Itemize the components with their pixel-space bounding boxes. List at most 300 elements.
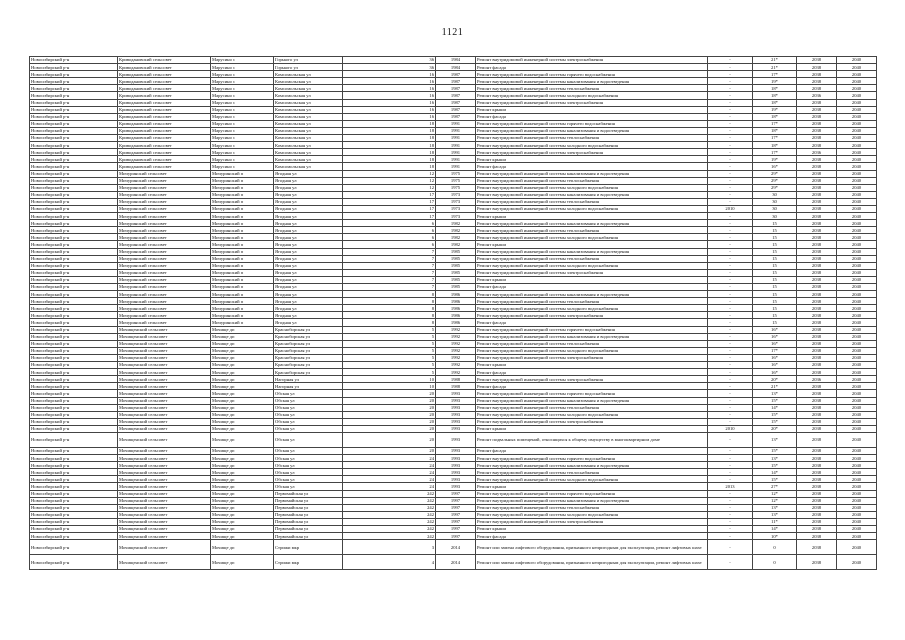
cell-street: Красноборская ул xyxy=(274,369,343,376)
table-row xyxy=(30,284,877,291)
cell-year-from: 2038 xyxy=(797,241,837,248)
cell-area: 17* xyxy=(753,347,797,354)
cell-year: 1982 xyxy=(436,220,476,227)
cell-settlement: Марусино с xyxy=(211,120,274,127)
cell-work-type: Ремонт внутридомовой инженерной системы теплоснабжения xyxy=(476,404,708,411)
cell-settlement: Мочище дп xyxy=(211,455,274,462)
cell-cost: - xyxy=(708,518,753,525)
cell-house: 18 xyxy=(343,156,436,163)
cell-settlement: Мичуринский п xyxy=(211,269,274,276)
cell-area: 29* xyxy=(753,177,797,184)
cell-street: Обская ул xyxy=(274,483,343,490)
cell-house: 6 xyxy=(343,241,436,248)
cell-council: Криводановский сельсовет xyxy=(118,71,211,78)
cell-area: 20* xyxy=(753,425,797,432)
cell-year: 1992 xyxy=(436,362,476,369)
cell-house: 16 xyxy=(343,106,436,113)
cell-year-to: 2040 xyxy=(837,284,877,291)
table-row xyxy=(30,383,877,390)
cell-cost: - xyxy=(708,269,753,276)
cell-settlement: Мичуринский п xyxy=(211,248,274,255)
cell-street: Нагорная ул xyxy=(274,383,343,390)
table-row xyxy=(30,170,877,177)
cell-district: Новосибирский р-н xyxy=(30,319,118,326)
cell-council: Мочищенский сельсовет xyxy=(118,497,211,504)
cell-work-type: Ремонт фасада xyxy=(476,533,708,540)
cell-year-from: 2038 xyxy=(797,156,837,163)
cell-area: 15 xyxy=(753,241,797,248)
cell-work-type: Ремонт крыши xyxy=(476,483,708,490)
cell-cost: - xyxy=(708,347,753,354)
table-row xyxy=(30,540,877,555)
table-row xyxy=(30,319,877,326)
cell-district: Новосибирский р-н xyxy=(30,156,118,163)
cell-cost: 2010 xyxy=(708,205,753,212)
table-row xyxy=(30,483,877,490)
cell-year-to: 2040 xyxy=(837,248,877,255)
cell-street: Красноборская ул xyxy=(274,333,343,340)
cell-year-to: 2040 xyxy=(837,64,877,71)
cell-year-to: 2040 xyxy=(837,333,877,340)
cell-street: Стрижи мкр xyxy=(274,555,343,570)
cell-year: 1991 xyxy=(436,156,476,163)
cell-street: Обская ул xyxy=(274,476,343,483)
cell-area: 12* xyxy=(753,490,797,497)
cell-year: 1982 xyxy=(436,241,476,248)
cell-year-from: 2038 xyxy=(797,120,837,127)
cell-council: Мочищенский сельсовет xyxy=(118,526,211,533)
cell-council: Мочищенский сельсовет xyxy=(118,383,211,390)
cell-house: 17 xyxy=(343,198,436,205)
cell-council: Криводановский сельсовет xyxy=(118,120,211,127)
cell-settlement: Марусино с xyxy=(211,64,274,71)
cell-cost: - xyxy=(708,504,753,511)
table-row xyxy=(30,255,877,262)
cell-work-type: Ремонт внутридомовой инженерной системы канализования и водоотведения xyxy=(476,220,708,227)
cell-year-from: 2038 xyxy=(797,298,837,305)
cell-council: Мочищенский сельсовет xyxy=(118,362,211,369)
table-row xyxy=(30,241,877,248)
cell-year-from: 2038 xyxy=(797,476,837,483)
cell-year: 1997 xyxy=(436,518,476,525)
cell-area: 13* xyxy=(753,511,797,518)
cell-district: Новосибирский р-н xyxy=(30,369,118,376)
cell-cost: - xyxy=(708,120,753,127)
cell-street: Ягодная ул xyxy=(274,284,343,291)
cell-year: 1987 xyxy=(436,99,476,106)
table-row xyxy=(30,269,877,276)
cell-cost: - xyxy=(708,447,753,454)
cell-council: Мочищенский сельсовет xyxy=(118,490,211,497)
table-row xyxy=(30,213,877,220)
cell-year: 1997 xyxy=(436,511,476,518)
cell-year-from: 2038 xyxy=(797,555,837,570)
cell-house: 17 xyxy=(343,213,436,220)
cell-year-from: 2038 xyxy=(797,425,837,432)
table-row xyxy=(30,397,877,404)
cell-year: 1986 xyxy=(436,319,476,326)
cell-settlement: Мочище дп xyxy=(211,447,274,454)
cell-cost: - xyxy=(708,276,753,283)
cell-year-from: 2038 xyxy=(797,127,837,134)
cell-settlement: Мичуринский п xyxy=(211,198,274,205)
cell-year-from: 2038 xyxy=(797,354,837,361)
cell-work-type: Ремонт внутридомовой инженерной системы канализования и водоотведения xyxy=(476,127,708,134)
cell-district: Новосибирский р-н xyxy=(30,555,118,570)
cell-house: 5 xyxy=(343,326,436,333)
cell-work-type: Ремонт крыши xyxy=(476,156,708,163)
table-row xyxy=(30,555,877,570)
cell-council: Мичуринский сельсовет xyxy=(118,305,211,312)
cell-council: Криводановский сельсовет xyxy=(118,149,211,156)
cell-house: 18 xyxy=(343,163,436,170)
cell-council: Криводановский сельсовет xyxy=(118,127,211,134)
cell-district: Новосибирский р-н xyxy=(30,383,118,390)
cell-cost: - xyxy=(708,234,753,241)
cell-year-to: 2040 xyxy=(837,397,877,404)
cell-settlement: Мочище дп xyxy=(211,526,274,533)
cell-area: 16* xyxy=(753,354,797,361)
cell-district: Новосибирский р-н xyxy=(30,64,118,71)
cell-year: 1987 xyxy=(436,92,476,99)
cell-council: Мочищенский сельсовет xyxy=(118,483,211,490)
cell-area: 18* xyxy=(753,113,797,120)
cell-street: Обская ул xyxy=(274,418,343,425)
cell-work-type: Ремонт внутридомовой инженерной системы электроснабжения xyxy=(476,354,708,361)
cell-year-from: 2038 xyxy=(797,447,837,454)
table-row xyxy=(30,71,877,78)
cell-year-to: 2040 xyxy=(837,198,877,205)
cell-settlement: Мичуринский п xyxy=(211,184,274,191)
cell-house: 8 xyxy=(343,291,436,298)
cell-street: Комсомольская ул xyxy=(274,113,343,120)
cell-street: Комсомольская ул xyxy=(274,127,343,134)
cell-year-to: 2040 xyxy=(837,170,877,177)
cell-cost: - xyxy=(708,533,753,540)
cell-year-from: 2038 xyxy=(797,518,837,525)
cell-settlement: Марусино с xyxy=(211,92,274,99)
cell-street: Ягодная ул xyxy=(274,191,343,198)
cell-area: 30 xyxy=(753,191,797,198)
cell-year: 1991 xyxy=(436,142,476,149)
cell-area: 17* xyxy=(753,135,797,142)
table-row xyxy=(30,156,877,163)
cell-area: 15 xyxy=(753,284,797,291)
cell-work-type: Ремонт фасада xyxy=(476,113,708,120)
cell-work-type: Ремонт внутридомовой инженерной системы холодного водоснабжения xyxy=(476,511,708,518)
cell-council: Мочищенский сельсовет xyxy=(118,418,211,425)
cell-cost: - xyxy=(708,383,753,390)
cell-year: 1984 xyxy=(436,57,476,64)
cell-district: Новосибирский р-н xyxy=(30,120,118,127)
cell-settlement: Мочище дп xyxy=(211,476,274,483)
cell-council: Криводановский сельсовет xyxy=(118,113,211,120)
cell-work-type: Ремонт внутридомовой инженерной системы горячего водоснабжения xyxy=(476,390,708,397)
cell-district: Новосибирский р-н xyxy=(30,305,118,312)
cell-work-type: Ремонт внутридомовой инженерной системы канализования и водоотведения xyxy=(476,248,708,255)
cell-settlement: Мочище дп xyxy=(211,418,274,425)
cell-district: Новосибирский р-н xyxy=(30,354,118,361)
cell-work-type: Ремонт внутридомовой инженерной системы холодного водоснабжения xyxy=(476,92,708,99)
cell-cost: - xyxy=(708,262,753,269)
cell-house: 20 xyxy=(343,418,436,425)
cell-street: Комсомольская ул xyxy=(274,142,343,149)
cell-year-from: 2038 xyxy=(797,418,837,425)
cell-house: 3 xyxy=(343,540,436,555)
cell-house: 7 xyxy=(343,276,436,283)
cell-cost: - xyxy=(708,354,753,361)
cell-year-to: 2040 xyxy=(837,262,877,269)
cell-area: 15 xyxy=(753,276,797,283)
cell-year: 1992 xyxy=(436,333,476,340)
cell-work-type: Ремонт внутридомовой инженерной системы электроснабжения xyxy=(476,376,708,383)
cell-street: Первомайская ул xyxy=(274,511,343,518)
cell-work-type: Ремонт внутридомовой инженерной системы канализования и водоотведения xyxy=(476,397,708,404)
cell-house: 24 xyxy=(343,476,436,483)
cell-house: 20 xyxy=(343,404,436,411)
table-row xyxy=(30,347,877,354)
cell-year-from: 2036 xyxy=(797,149,837,156)
cell-house: 24 xyxy=(343,455,436,462)
cell-year: 1993 xyxy=(436,432,476,447)
cell-year-from: 2038 xyxy=(797,99,837,106)
cell-year-from: 2038 xyxy=(797,369,837,376)
cell-work-type: Ремонт внутридомовой инженерной системы холодного водоснабжения xyxy=(476,184,708,191)
table-row xyxy=(30,92,877,99)
cell-street: Первомайская ул xyxy=(274,518,343,525)
table-row xyxy=(30,305,877,312)
cell-work-type: Ремонт фасада xyxy=(476,284,708,291)
cell-council: Мичуринский сельсовет xyxy=(118,205,211,212)
cell-year-from: 2038 xyxy=(797,497,837,504)
cell-council: Мичуринский сельсовет xyxy=(118,284,211,291)
cell-street: Комсомольская ул xyxy=(274,149,343,156)
cell-cost: - xyxy=(708,376,753,383)
cell-year: 1993 xyxy=(436,469,476,476)
table-row xyxy=(30,99,877,106)
cell-year: 1987 xyxy=(436,78,476,85)
cell-council: Мичуринский сельсовет xyxy=(118,170,211,177)
cell-district: Новосибирский р-н xyxy=(30,476,118,483)
table-row xyxy=(30,120,877,127)
cell-settlement: Мочище дп xyxy=(211,490,274,497)
table-row xyxy=(30,511,877,518)
cell-settlement: Марусино с xyxy=(211,127,274,134)
cell-district: Новосибирский р-н xyxy=(30,177,118,184)
cell-house: 7 xyxy=(343,284,436,291)
cell-area: 15 xyxy=(753,227,797,234)
cell-settlement: Марусино с xyxy=(211,135,274,142)
cell-council: Криводановский сельсовет xyxy=(118,163,211,170)
table-row xyxy=(30,418,877,425)
cell-district: Новосибирский р-н xyxy=(30,170,118,177)
cell-settlement: Мочище дп xyxy=(211,511,274,518)
cell-year: 1991 xyxy=(436,120,476,127)
cell-year-from: 2038 xyxy=(797,255,837,262)
cell-area: 21* xyxy=(753,64,797,71)
cell-settlement: Мочище дп xyxy=(211,347,274,354)
cell-house: 5 xyxy=(343,354,436,361)
cell-area: 10* xyxy=(753,533,797,540)
cell-year-to: 2040 xyxy=(837,347,877,354)
cell-cost: - xyxy=(708,319,753,326)
cell-council: Мочищенский сельсовет xyxy=(118,425,211,432)
cell-house: 16 xyxy=(343,78,436,85)
cell-district: Новосибирский р-н xyxy=(30,312,118,319)
cell-house: 10 xyxy=(343,376,436,383)
cell-work-type: Ремонт внутридомовой инженерной системы холодного водоснабжения xyxy=(476,234,708,241)
table-row xyxy=(30,184,877,191)
table-row xyxy=(30,425,877,432)
cell-council: Мочищенский сельсовет xyxy=(118,447,211,454)
cell-cost: - xyxy=(708,555,753,570)
cell-street: Комсомольская ул xyxy=(274,156,343,163)
cell-area: 13* xyxy=(753,504,797,511)
cell-work-type: Ремонт внутридомовой инженерной системы горячего водоснабжения xyxy=(476,455,708,462)
cell-area: 15 xyxy=(753,269,797,276)
cell-settlement: Мичуринский п xyxy=(211,170,274,177)
cell-area: 27* xyxy=(753,483,797,490)
cell-cost: - xyxy=(708,156,753,163)
cell-settlement: Мичуринский п xyxy=(211,305,274,312)
cell-street: Комсомольская ул xyxy=(274,106,343,113)
cell-work-type: Ремонт или замена лифтового оборудования, признанного непригодным для эксплуатации, ремонт лифтовых шахт xyxy=(476,555,708,570)
cell-cost: - xyxy=(708,142,753,149)
cell-district: Новосибирский р-н xyxy=(30,213,118,220)
cell-district: Новосибирский р-н xyxy=(30,255,118,262)
cell-year-from: 2038 xyxy=(797,170,837,177)
cell-year: 2014 xyxy=(436,540,476,555)
cell-year-to: 2040 xyxy=(837,269,877,276)
cell-house: 24 xyxy=(343,462,436,469)
table-row xyxy=(30,298,877,305)
cell-house: 5 xyxy=(343,369,436,376)
cell-year-to: 2040 xyxy=(837,120,877,127)
cell-cost: - xyxy=(708,432,753,447)
cell-district: Новосибирский р-н xyxy=(30,276,118,283)
cell-year: 1987 xyxy=(436,113,476,120)
cell-district: Новосибирский р-н xyxy=(30,227,118,234)
cell-work-type: Ремонт внутридомовой инженерной системы электроснабжения xyxy=(476,99,708,106)
cell-work-type: Ремонт внутридомовой инженерной системы электроснабжения xyxy=(476,418,708,425)
cell-council: Криводановский сельсовет xyxy=(118,156,211,163)
cell-street: Первомайская ул xyxy=(274,533,343,540)
cell-year: 1987 xyxy=(436,71,476,78)
cell-house: 17 xyxy=(343,191,436,198)
cell-council: Мочищенский сельсовет xyxy=(118,369,211,376)
cell-cost: - xyxy=(708,411,753,418)
cell-street: Обская ул xyxy=(274,425,343,432)
cell-street: Обская ул xyxy=(274,432,343,447)
cell-settlement: Мочище дп xyxy=(211,483,274,490)
cell-cost: - xyxy=(708,85,753,92)
cell-year-to: 2040 xyxy=(837,205,877,212)
cell-year: 1991 xyxy=(436,135,476,142)
cell-area: 15 xyxy=(753,291,797,298)
cell-settlement: Мичуринский п xyxy=(211,262,274,269)
cell-work-type: Ремонт внутридомовой инженерной системы канализования и водоотведения xyxy=(476,333,708,340)
cell-house: 12 xyxy=(343,170,436,177)
cell-area: 30 xyxy=(753,205,797,212)
cell-year-from: 2038 xyxy=(797,490,837,497)
cell-street: Нагорная ул xyxy=(274,376,343,383)
table-row xyxy=(30,354,877,361)
cell-street: Ягодная ул xyxy=(274,269,343,276)
cell-year: 1986 xyxy=(436,305,476,312)
cell-district: Новосибирский р-н xyxy=(30,298,118,305)
cell-settlement: Мичуринский п xyxy=(211,291,274,298)
cell-house: 18 xyxy=(343,142,436,149)
cell-area: 19* xyxy=(753,106,797,113)
cell-street: Ягодная ул xyxy=(274,305,343,312)
cell-year-to: 2040 xyxy=(837,149,877,156)
cell-settlement: Мочище дп xyxy=(211,518,274,525)
cell-work-type: Ремонт внутридомовой инженерной системы теплоснабжения xyxy=(476,504,708,511)
cell-district: Новосибирский р-н xyxy=(30,504,118,511)
cell-house: 7 xyxy=(343,269,436,276)
cell-year: 1973 xyxy=(436,205,476,212)
cell-house: 6 xyxy=(343,234,436,241)
cell-year: 1993 xyxy=(436,447,476,454)
cell-settlement: Мочище дп xyxy=(211,390,274,397)
cell-council: Мочищенский сельсовет xyxy=(118,397,211,404)
cell-year-from: 2038 xyxy=(797,511,837,518)
cell-cost: - xyxy=(708,298,753,305)
cell-year-to: 2040 xyxy=(837,85,877,92)
cell-street: Красноборская ул xyxy=(274,347,343,354)
cell-council: Мочищенский сельсовет xyxy=(118,390,211,397)
cell-settlement: Мочище дп xyxy=(211,333,274,340)
cell-district: Новосибирский р-н xyxy=(30,241,118,248)
cell-cost: - xyxy=(708,497,753,504)
cell-council: Криводановский сельсовет xyxy=(118,99,211,106)
cell-cost: - xyxy=(708,99,753,106)
cell-work-type: Ремонт внутридомовой инженерной системы электроснабжения xyxy=(476,57,708,64)
cell-house: 36 xyxy=(343,57,436,64)
cell-area: 15* xyxy=(753,476,797,483)
table-row xyxy=(30,248,877,255)
cell-street: Комсомольская ул xyxy=(274,120,343,127)
cell-year-to: 2040 xyxy=(837,511,877,518)
cell-area: 14* xyxy=(753,526,797,533)
cell-settlement: Мичуринский п xyxy=(211,191,274,198)
cell-work-type: Ремонт фасада xyxy=(476,369,708,376)
cell-area: 15 xyxy=(753,298,797,305)
cell-year-to: 2040 xyxy=(837,432,877,447)
table-row xyxy=(30,490,877,497)
table-row xyxy=(30,262,877,269)
table-row xyxy=(30,276,877,283)
cell-year-from: 2038 xyxy=(797,404,837,411)
cell-cost: - xyxy=(708,57,753,64)
cell-work-type: Ремонт внутридомовой инженерной системы теплоснабжения xyxy=(476,198,708,205)
cell-council: Мочищенский сельсовет xyxy=(118,540,211,555)
table-row xyxy=(30,504,877,511)
cell-house: 18 xyxy=(343,127,436,134)
cell-cost: - xyxy=(708,227,753,234)
cell-year: 1982 xyxy=(436,234,476,241)
cell-work-type: Ремонт внутридомовой инженерной системы холодного водоснабжения xyxy=(476,205,708,212)
cell-district: Новосибирский р-н xyxy=(30,198,118,205)
cell-house: 24 xyxy=(343,483,436,490)
cell-year: 1987 xyxy=(436,85,476,92)
table-row xyxy=(30,191,877,198)
cell-district: Новосибирский р-н xyxy=(30,149,118,156)
cell-work-type: Ремонт внутридомовой инженерной системы электроснабжения xyxy=(476,149,708,156)
cell-year-to: 2040 xyxy=(837,404,877,411)
cell-street: Горького ул xyxy=(274,57,343,64)
cell-area: 30 xyxy=(753,198,797,205)
